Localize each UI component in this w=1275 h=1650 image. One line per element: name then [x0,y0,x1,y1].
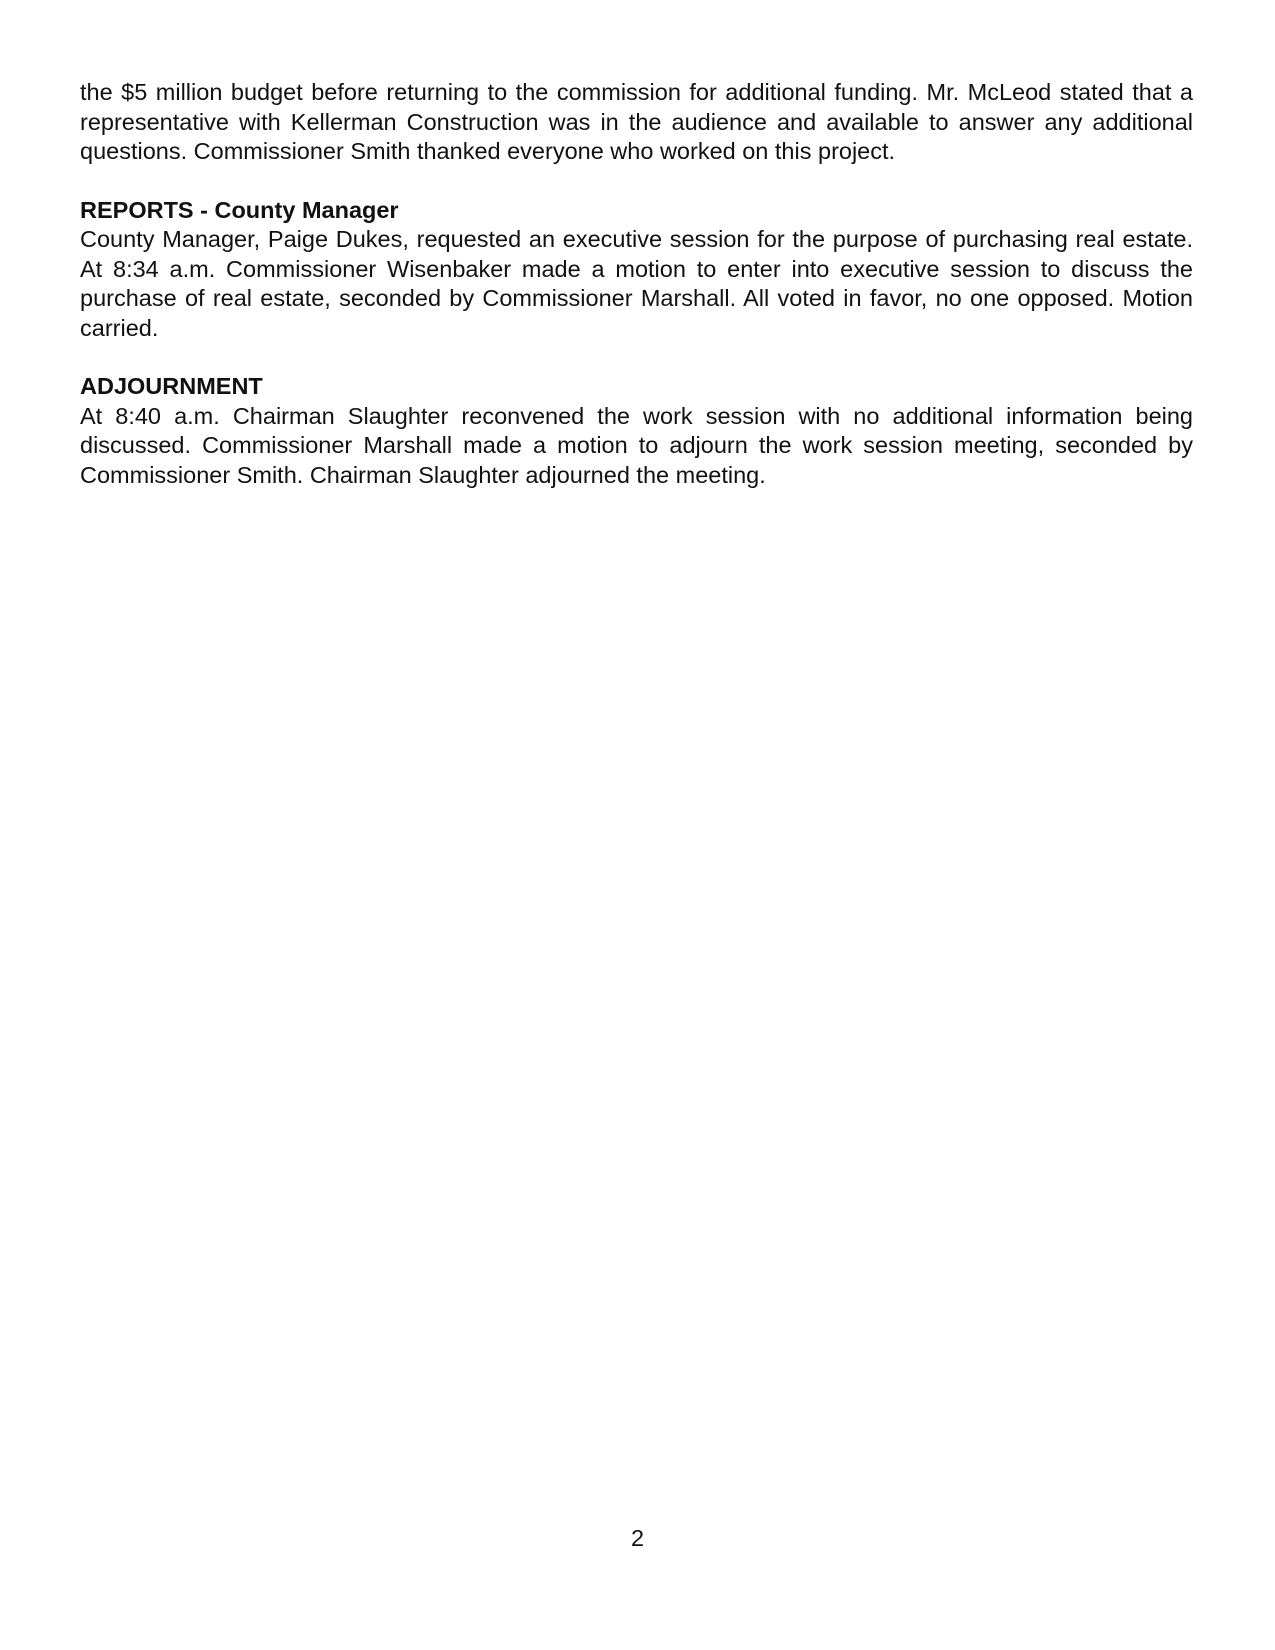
section-heading: ADJOURNMENT [80,373,263,399]
intro-paragraph: the $5 million budget before returning to the commission for additional funding. Mr. McLeod stated that a representative with Kellerman Construction was in the audience and available to answer any additional questions. Commissioner Smith thanked everyone who worked on this project. [80,79,1193,164]
section-body: County Manager, Paige Dukes, requested an executive session for the purpose of purchasing real estate. At 8:34 a.m. Commissioner Wisenbaker made a motion to enter into executive session to discuss the purchase of real estate, seconded by Commissioner Marshall. All voted in favor, no one opposed. Motion carried. [80,226,1193,341]
section-heading: REPORTS - County Manager [80,196,399,223]
section-adjournment [80,372,1193,490]
document-page [80,78,1193,490]
section-body: At 8:40 a.m. Chairman Slaughter reconvened the work session with no additional information being discussed. Commissioner Marshall made a motion to adjourn the work session meeting, seconded by Commissioner Smith. Chairman Slaughter adjourned the meeting. [80,402,1193,488]
section-reports-county-manager [80,196,1193,344]
page-number: 2 [630,1525,645,1551]
